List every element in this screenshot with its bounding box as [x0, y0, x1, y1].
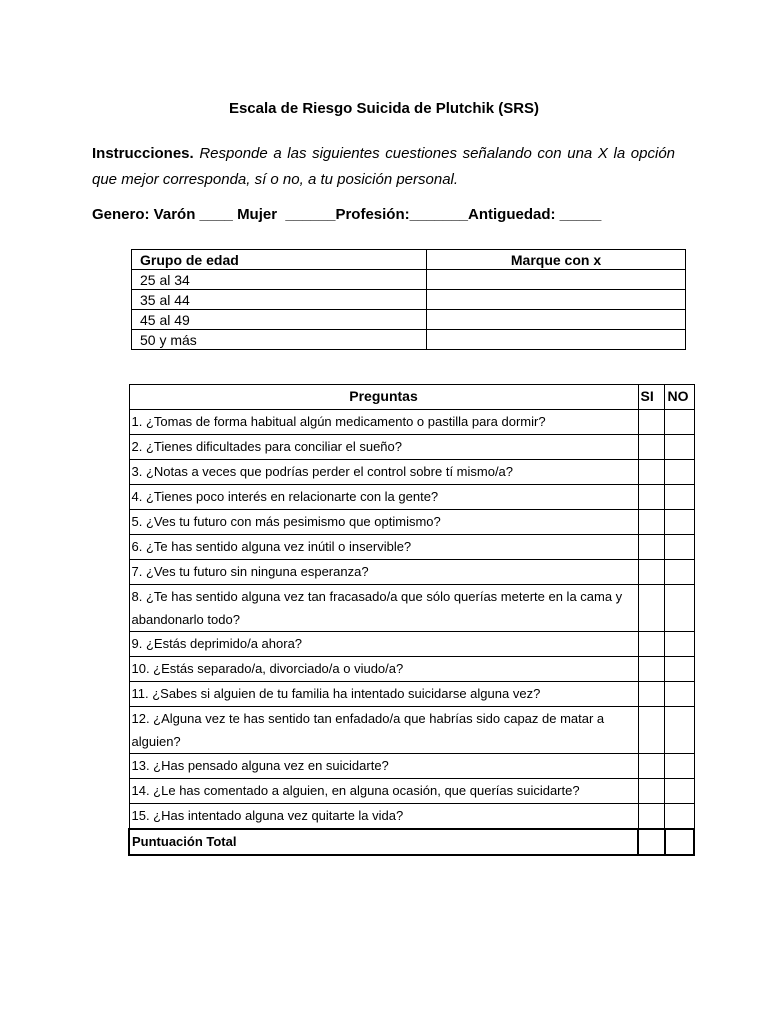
no-cell[interactable] — [665, 510, 694, 535]
si-cell[interactable] — [638, 682, 665, 707]
no-cell[interactable] — [665, 779, 694, 804]
no-cell[interactable] — [665, 460, 694, 485]
table-row — [129, 682, 694, 707]
age-table-header — [132, 250, 686, 270]
si-cell[interactable] — [638, 779, 665, 804]
table-row — [129, 460, 694, 485]
table-row — [129, 560, 694, 585]
no-cell[interactable] — [665, 485, 694, 510]
no-cell[interactable] — [665, 410, 694, 435]
age-group-cell: 25 al 34 — [132, 270, 427, 290]
si-cell[interactable] — [638, 410, 665, 435]
table-row — [129, 779, 694, 804]
si-cell[interactable] — [638, 707, 665, 754]
question-text: 2. ¿Tienes dificultades para conciliar el sueño? — [129, 435, 638, 460]
question-text: 12. ¿Alguna vez te has sentido tan enfadado/a que habrías sido capaz de matar a alguien? — [129, 707, 638, 754]
table-row — [129, 585, 694, 632]
table-row — [129, 510, 694, 535]
si-cell[interactable] — [638, 632, 665, 657]
table-row — [132, 330, 686, 350]
no-cell[interactable] — [665, 435, 694, 460]
question-text: 6. ¿Te has sentido alguna vez inútil o inservible? — [129, 535, 638, 560]
no-cell[interactable] — [665, 657, 694, 682]
table-row — [129, 707, 694, 754]
no-cell[interactable] — [665, 682, 694, 707]
instructions-text: Responde a las siguientes cuestiones señalando con una X la opción que mejor corresponda, sí o no, a tu posición personal. — [92, 145, 675, 188]
table-row — [129, 410, 694, 435]
age-group-cell: 45 al 49 — [132, 310, 427, 330]
question-text: 15. ¿Has intentado alguna vez quitarte la vida? — [129, 804, 638, 830]
question-text: 5. ¿Ves tu futuro con más pesimismo que optimismo? — [129, 510, 638, 535]
questions-table — [128, 384, 695, 856]
age-group-table — [131, 249, 686, 350]
question-text: 8. ¿Te has sentido alguna vez tan fracasado/a que sólo querías meterte en la cama y abandonarlo todo? — [129, 585, 638, 632]
age-group-cell: 50 y más — [132, 330, 427, 350]
table-row — [129, 657, 694, 682]
total-no-cell[interactable] — [665, 829, 694, 855]
question-text: 3. ¿Notas a veces que podrías perder el control sobre tí mismo/a? — [129, 460, 638, 485]
mark-cell[interactable] — [427, 270, 686, 290]
no-cell[interactable] — [665, 585, 694, 632]
table-row — [132, 290, 686, 310]
total-score-label: Puntuación Total — [129, 829, 638, 855]
mark-cell[interactable] — [427, 310, 686, 330]
question-text: 14. ¿Le has comentado a alguien, en alguna ocasión, que querías suicidarte? — [129, 779, 638, 804]
mark-header: Marque con x — [427, 250, 686, 270]
questions-header: Preguntas — [129, 385, 638, 410]
question-text: 11. ¿Sabes si alguien de tu familia ha intentado suicidarse alguna vez? — [129, 682, 638, 707]
question-text: 1. ¿Tomas de forma habitual algún medicamento o pastilla para dormir? — [129, 410, 638, 435]
demographics-line: Genero: Varón ____ Mujer ______Profesión:_______Antiguedad: _____ — [92, 206, 602, 223]
si-cell[interactable] — [638, 754, 665, 779]
table-row — [129, 754, 694, 779]
mark-cell[interactable] — [427, 290, 686, 310]
total-score-row — [129, 829, 694, 855]
total-si-cell[interactable] — [638, 829, 665, 855]
si-cell[interactable] — [638, 657, 665, 682]
si-cell[interactable] — [638, 804, 665, 830]
question-text: 9. ¿Estás deprimido/a ahora? — [129, 632, 638, 657]
si-cell[interactable] — [638, 585, 665, 632]
table-row — [129, 632, 694, 657]
age-group-header: Grupo de edad — [132, 250, 427, 270]
si-header: SI — [638, 385, 665, 410]
instructions — [92, 141, 675, 193]
table-row — [129, 435, 694, 460]
table-row — [132, 270, 686, 290]
no-header: NO — [665, 385, 694, 410]
si-cell[interactable] — [638, 535, 665, 560]
si-cell[interactable] — [638, 485, 665, 510]
no-cell[interactable] — [665, 754, 694, 779]
no-cell[interactable] — [665, 560, 694, 585]
table-row — [129, 535, 694, 560]
question-text: 7. ¿Ves tu futuro sin ninguna esperanza? — [129, 560, 638, 585]
question-text: 4. ¿Tienes poco interés en relacionarte con la gente? — [129, 485, 638, 510]
question-text: 10. ¿Estás separado/a, divorciado/a o viudo/a? — [129, 657, 638, 682]
si-cell[interactable] — [638, 460, 665, 485]
no-cell[interactable] — [665, 804, 694, 830]
table-row — [132, 310, 686, 330]
age-group-cell: 35 al 44 — [132, 290, 427, 310]
si-cell[interactable] — [638, 560, 665, 585]
si-cell[interactable] — [638, 435, 665, 460]
questions-table-header — [129, 385, 694, 410]
mark-cell[interactable] — [427, 330, 686, 350]
table-row — [129, 804, 694, 830]
instructions-label: Instrucciones. — [92, 145, 194, 162]
document-title: Escala de Riesgo Suicida de Plutchik (SRS) — [228, 100, 540, 117]
question-text: 13. ¿Has pensado alguna vez en suicidarte? — [129, 754, 638, 779]
table-row — [129, 485, 694, 510]
no-cell[interactable] — [665, 535, 694, 560]
no-cell[interactable] — [665, 707, 694, 754]
si-cell[interactable] — [638, 510, 665, 535]
no-cell[interactable] — [665, 632, 694, 657]
